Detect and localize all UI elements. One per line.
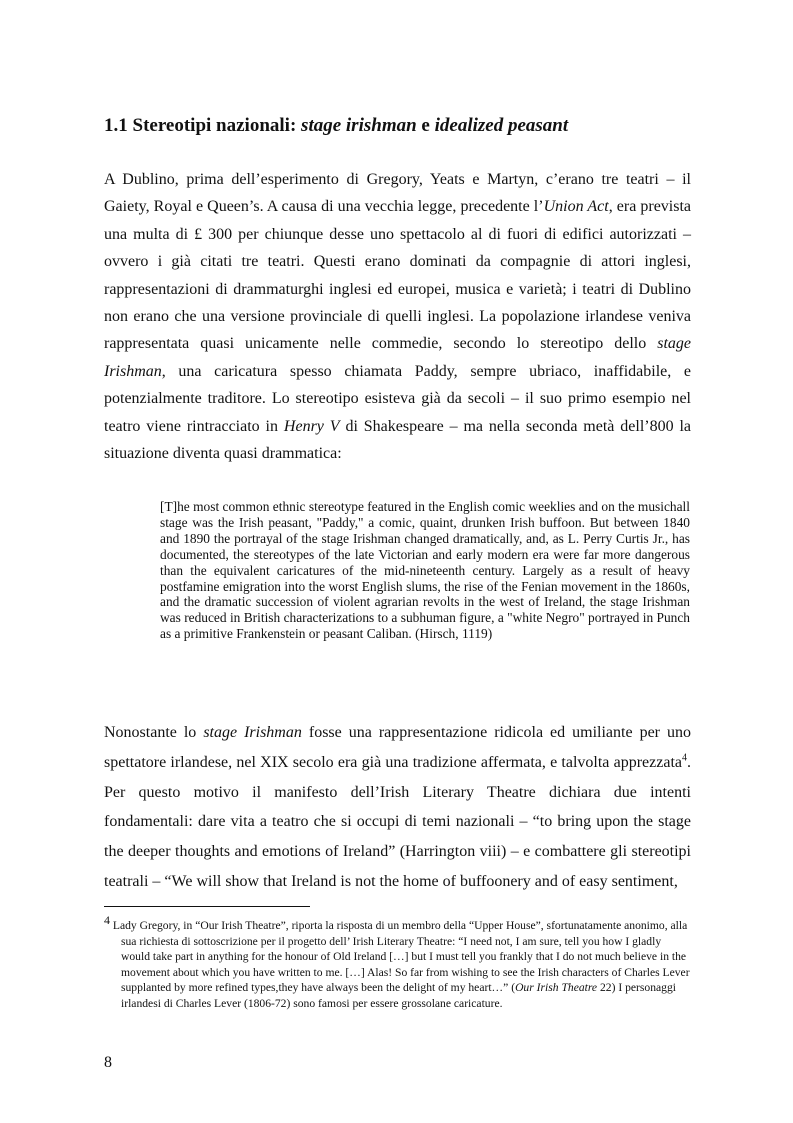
union-act-italic: Union Act — [543, 198, 609, 216]
footnote-text-2: 22) I personaggi irlandesi di Charles Lever (1806-72) sono famosi per essere grossolane caricature. — [121, 981, 676, 1010]
section-title-italic-a: stage irishman — [301, 115, 417, 136]
stage-irishman-italic-2: stage Irishman — [203, 724, 302, 741]
section-heading — [104, 115, 704, 137]
stage-irishman-italic: stage Irishman — [104, 335, 691, 380]
paragraph-manifesto — [104, 718, 691, 897]
section-title-italic-b: idealized peasant — [434, 115, 569, 136]
section-number: 1.1 — [104, 115, 128, 136]
footnote — [104, 913, 691, 1012]
section-title-conjunction: e — [421, 115, 430, 136]
paragraph-intro-text-2: , era prevista una multa di £ 300 per chiunque desse uno spettacolo al di fuori di edifici autorizzati – ovvero i già citati tre teatri. Questi erano dominati da compagnie di attori inglesi, rappresentazioni di drammaturghi inglesi ed europei, musica e varietà; i teatri di Dublino non erano che una versione provinciale di quelli inglesi. La popolazione irlandese veniva rappresentata quasi unicamente nelle commedie, secondo lo stereotipo dello — [104, 198, 692, 353]
block-quote: [T]he most common ethnic stereotype featured in the English comic weeklies and on the musichall stage was the Irish peasant, "Paddy," a comic, quaint, drunken Irish buffoon. But between 1840 and 1890 the portrayal of the stage Irishman changed dramatically, and, as L. Perry Curtis Jr., has documented, the stereotypes of the late Victorian and early modern era were far more dangerous than the equivalent caricatures of the mid-nineteenth century. Largely as a result of heavy postfamine emigration into the worst English slums, the rise of the Fenian movement in the 1860s, and the dramatic succession of violent agrarian revolts in the west of Ireland, the stage Irishman was reduced in British characterizations to a subhuman figure, a "white Negro" portrayed in Punch as a primitive Frankenstein or peasant Caliban. (Hirsch, 1119) — [160, 499, 690, 642]
paragraph-intro-text-3: , una caricatura spesso chiamata Paddy, sempre ubriaco, inaffidabile, e potenzialmente traditore. Lo stereotipo esisteva già da secoli – il suo primo esempio nel teatro viene rintracciato in — [104, 362, 691, 435]
page-number: 8 — [104, 1054, 112, 1071]
paragraph-intro-text-4: di Shakespeare – ma nella seconda metà dell’800 la situazione diventa quasi drammatica: — [104, 417, 692, 463]
henry-v-italic: Henry V — [283, 417, 340, 435]
footnote-source-title: Our Irish Theatre — [515, 981, 598, 995]
paragraph-intro — [104, 166, 691, 467]
paragraph-manifesto-text-3: . Per questo motivo il manifesto dell’Irish Literary Theatre dichiara due intenti fondamentali: dare vita a teatro che si occupi di temi nazionali – “to bring upon the stage the deeper thoughts and emotions of Ireland” (Harrington viii) – e combattere gli stereotipi teatrali – “We will show that Ireland is not the home of buffoonery and of easy sentiment, — [104, 753, 691, 890]
footnote-reference[interactable]: 4 — [682, 752, 687, 764]
section-title-plain: Stereotipi nazionali: — [132, 115, 297, 136]
paragraph-intro-text-1: A Dublino, prima dell’esperimento di Gregory, Yeats e Martyn, c’erano tre teatri – il Gaiety, Royal e Queen’s. A causa di una vecchia legge, precedente l’ — [104, 171, 691, 216]
footnote-text-1: Lady Gregory, in “Our Irish Theatre”, riporta la risposta di un membro della “Upper House”, sfortunatamente anonimo, alla sua richiesta di sottoscrizione per il progetto dell’ Irish Literary Theatre: “I need not, I am sure, tell you how I gladly would take part in anything for the honour of Old Ireland […] but I must tell you frankly that I do not much believe in the movement about which you have written to me. […] Alas! So far from wishing to see the Irish characters of Charles Lever supplanted by more refined types,they have always been the delight of my heart…” ( — [112, 919, 690, 995]
paragraph-manifesto-text-1: Nonostante lo — [104, 724, 197, 741]
footnote-separator — [104, 906, 310, 907]
paragraph-manifesto-text-2: fosse una rappresentazione ridicola ed umiliante per uno spettatore irlandese, nel XIX secolo era già una tradizione affermata, e talvolta apprezzata — [104, 724, 691, 771]
footnote-number: 4 — [104, 913, 110, 928]
